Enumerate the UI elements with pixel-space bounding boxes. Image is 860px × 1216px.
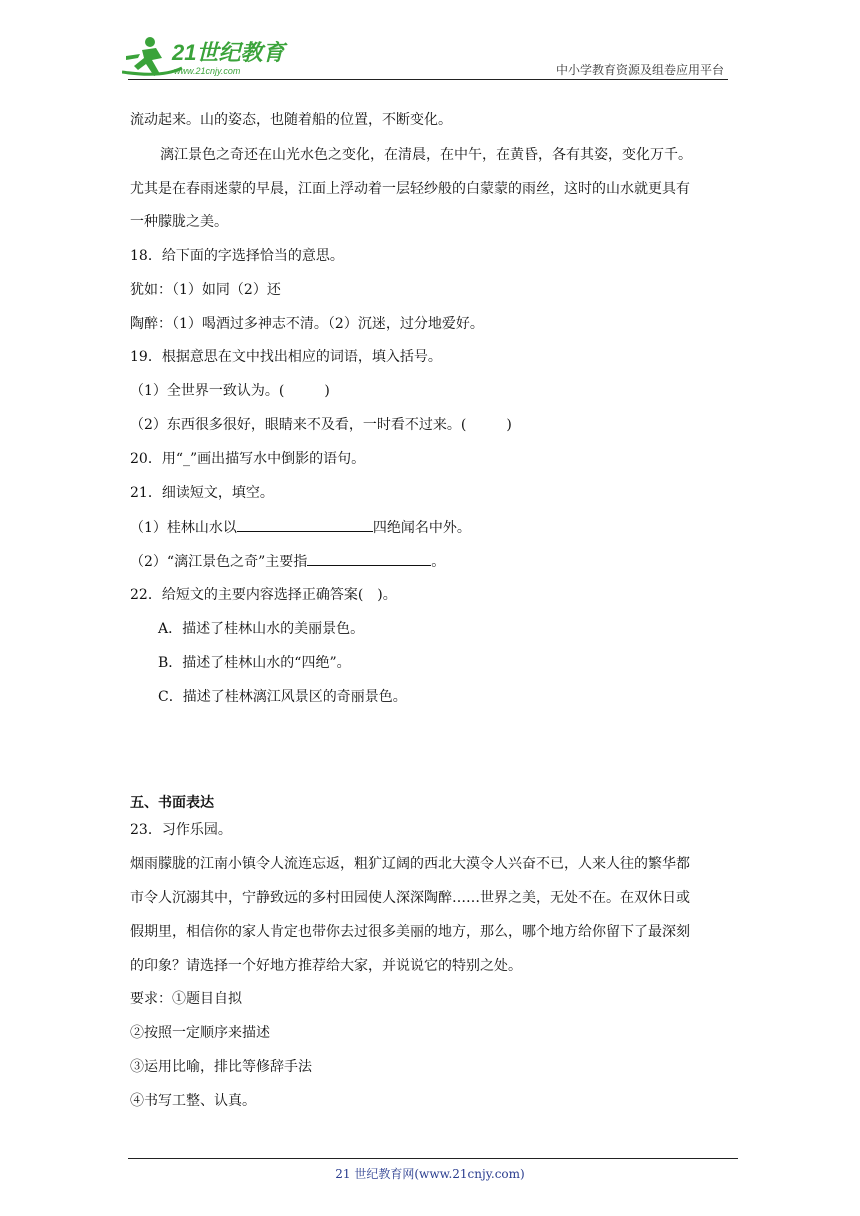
q22-title: 22．给短文的主要内容选择正确答案( )。 (130, 587, 397, 603)
logo-url: www.21cnjy.com (174, 66, 241, 76)
q18-option-youru: 犹如：（1）如同（2）还 (130, 282, 281, 298)
q19-title: 19．根据意思在文中找出相应的词语，填入括号。 (130, 349, 442, 365)
q19-item-2: （2）东西很多很好，眼睛来不及看，一时看不过来。( ) (130, 417, 512, 433)
q20-title: 20．用“_”画出描写水中倒影的语句。 (130, 451, 366, 467)
passage-line-4: 一种朦胧之美。 (130, 214, 228, 230)
q23-requirement-1: 要求：①题目自拟 (130, 991, 242, 1007)
q23-para-4: 的印象？请选择一个好地方推荐给大家，并说说它的特别之处。 (130, 958, 522, 974)
q23-requirement-4: ④书写工整、认真。 (130, 1093, 256, 1109)
q23-para-3: 假期里，相信你的家人肯定也带你去过很多美丽的地方，那么，哪个地方给你留下了最深刻 (130, 924, 690, 940)
header-divider (128, 79, 728, 80)
q21-item-1: （1）桂林山水以 四绝闻名中外。 (130, 517, 471, 538)
site-logo (122, 34, 292, 84)
q21-title: 21．细读短文，填空。 (130, 485, 274, 501)
footer-divider (128, 1158, 738, 1159)
q23-title: 23．习作乐园。 (130, 822, 232, 838)
q19-item-1-text: （1）全世界一致认为。( (130, 383, 285, 399)
q18-option-taozui: 陶醉：（1）喝酒过多神志不清。（2）沉迷，过分地爱好。 (130, 316, 484, 332)
passage-line-2: 漓江景色之奇还在山光水色之变化，在清晨，在中午，在黄昏，各有其姿，变化万千。 (160, 147, 692, 163)
passage-line-3: 尤其是在春雨迷蒙的早晨，江面上浮动着一层轻纱般的白蒙蒙的雨丝，这时的山水就更具有 (130, 181, 690, 197)
q21-item-2: （2）“漓江景色之奇”主要指 。 (130, 551, 445, 572)
q22-option-c[interactable]: C．描述了桂林漓江风景区的奇丽景色。 (158, 689, 407, 705)
q22-option-b[interactable]: B．描述了桂林山水的“四绝”。 (158, 655, 351, 671)
q23-para-2: 市令人沉溺其中，宁静致远的多村田园使人深深陶醉……世界之美，无处不在。在双休日或 (130, 890, 690, 906)
q23-requirement-2: ②按照一定顺序来描述 (130, 1025, 270, 1041)
q22-option-a[interactable]: A．描述了桂林山水的美丽景色。 (158, 621, 365, 637)
section-heading: 五、书面表达 (130, 795, 214, 811)
footer-link[interactable]: 21 世纪教育网(www.21cnjy.com) (335, 1167, 525, 1181)
passage-line-1: 流动起来。山的姿态，也随着船的位置，不断变化。 (130, 112, 452, 128)
q21-blank-2[interactable] (307, 551, 431, 566)
q18-title: 18．给下面的字选择恰当的意思。 (130, 248, 344, 264)
q23-para-1: 烟雨朦胧的江南小镇令人流连忘返，粗犷辽阔的西北大漠令人兴奋不已，人来人往的繁华都 (130, 856, 690, 872)
platform-title: 中小学教育资源及组卷应用平台 (555, 63, 724, 77)
q23-requirement-3: ③运用比喻，排比等修辞手法 (130, 1059, 312, 1075)
q19-item-2-text: （2）东西很多很好，眼睛来不及看，一时看不过来。( (130, 417, 467, 433)
q19-item-1: （1）全世界一致认为。( ) (130, 383, 330, 399)
q21-blank-1[interactable] (237, 517, 373, 532)
logo-text: 21世纪教育 (172, 40, 285, 65)
